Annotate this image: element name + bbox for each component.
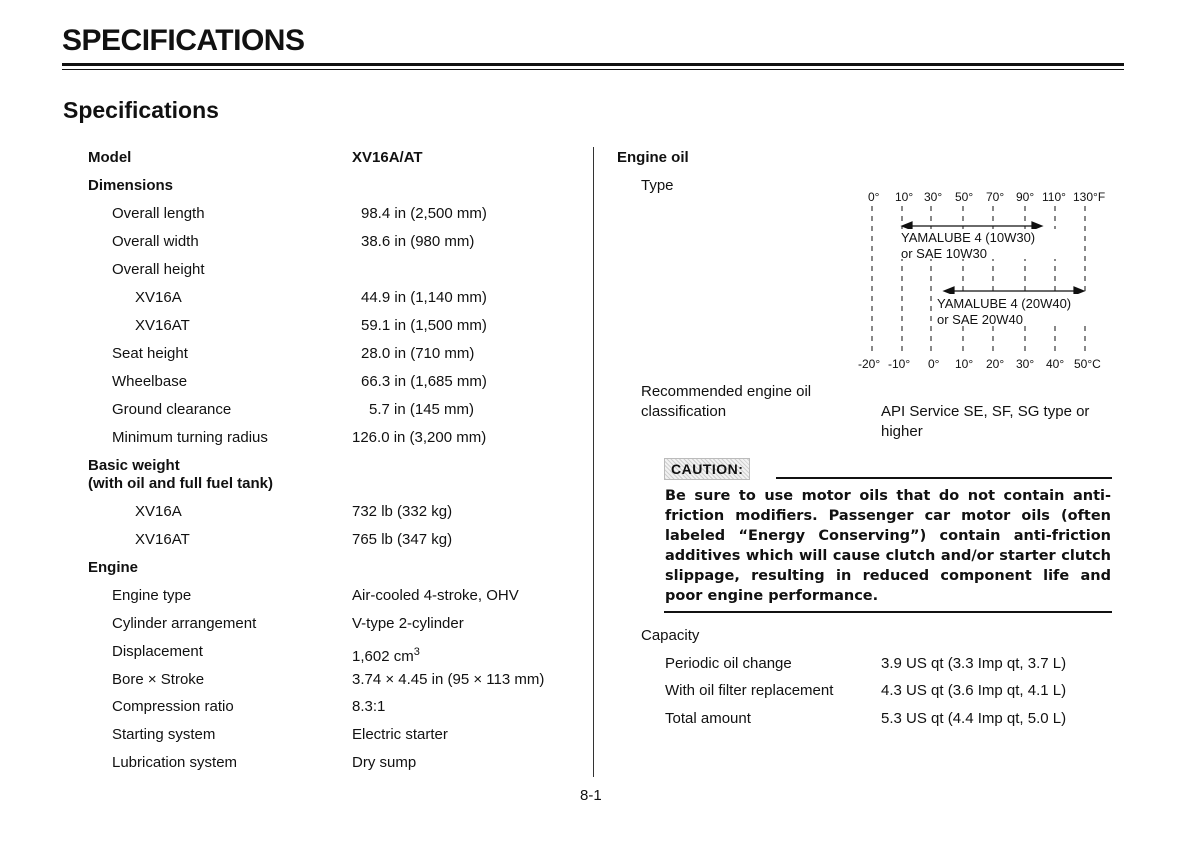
capacity-label: Capacity (641, 627, 700, 644)
total-amount-value: 5.3 US qt (4.4 Imp qt, 5.0 L) (881, 710, 1067, 727)
overall-width-label: Overall width (112, 233, 199, 250)
oil-filter-replacement-label: With oil filter replacement (665, 682, 834, 699)
oil-viscosity-chart (850, 184, 1120, 374)
model-value: XV16A/AT (352, 149, 423, 166)
lubrication-system-label: Lubrication system (112, 754, 238, 771)
weight-xv16at-label: XV16AT (135, 531, 190, 548)
displacement-number: 1,602 cm (352, 648, 414, 665)
caution-rule (776, 477, 1112, 479)
range-arrow-10w30 (902, 222, 1042, 230)
lubrication-system-value: Dry sump (352, 754, 417, 771)
type-label: Type (641, 177, 674, 194)
f-tick-label: 70° (986, 190, 1005, 204)
ground-clearance-value: 5.7 in (145 mm) (369, 401, 475, 418)
engine-type-label: Engine type (112, 587, 192, 604)
model-label: Model (88, 149, 132, 166)
periodic-oil-change-label: Periodic oil change (665, 655, 792, 672)
displacement-superscript: 3 (413, 646, 420, 658)
height-xv16at-label: XV16AT (135, 317, 190, 334)
c-tick-label: 10° (955, 357, 974, 371)
classification-value-line2: higher (881, 423, 923, 440)
fahrenheit-ticks (868, 190, 1105, 204)
recommended-label-line2: classification (641, 403, 727, 420)
oil2-name: YAMALUBE 4 (20W40) (937, 296, 1072, 311)
f-tick-label: 90° (1016, 190, 1035, 204)
c-tick-label: 30° (1016, 357, 1035, 371)
total-amount-label: Total amount (665, 710, 751, 727)
displacement-label: Displacement (112, 643, 203, 660)
c-tick-label: 20° (986, 357, 1005, 371)
starting-system-label: Starting system (112, 726, 216, 743)
wheelbase-label: Wheelbase (112, 373, 188, 390)
oil2-alt: or SAE 20W40 (937, 312, 1023, 327)
oil1-name: YAMALUBE 4 (10W30) (901, 230, 1036, 245)
c-tick-label: 40° (1046, 357, 1065, 371)
weight-xv16a-value: 732 lb (332 kg) (352, 503, 453, 520)
oil-filter-replacement-value: 4.3 US qt (3.6 Imp qt, 4.1 L) (881, 682, 1067, 699)
oil1-alt: or SAE 10W30 (901, 246, 987, 261)
overall-width-value: 38.6 in (980 mm) (361, 233, 475, 250)
f-tick-label: 10° (895, 190, 914, 204)
starting-system-value: Electric starter (352, 726, 448, 743)
caution-badge: CAUTION: (664, 458, 750, 480)
cylinder-arrangement-value: V-type 2-cylinder (352, 615, 464, 632)
compression-ratio-value: 8.3:1 (352, 698, 386, 715)
engine-oil-label: Engine oil (617, 149, 689, 166)
column-divider (593, 147, 594, 777)
page-header: SPECIFICATIONS (62, 24, 305, 57)
header-rule-thick (62, 63, 1124, 66)
temperature-gridlines (872, 206, 1085, 354)
seat-height-label: Seat height (112, 345, 188, 362)
f-tick-label: 0° (868, 190, 880, 204)
overall-length-label: Overall length (112, 205, 205, 222)
f-tick-label: 30° (924, 190, 943, 204)
wheelbase-value: 66.3 in (1,685 mm) (361, 373, 487, 390)
cylinder-arrangement-label: Cylinder arrangement (112, 615, 257, 632)
caution-text: Be sure to use motor oils that do not contain anti-friction modifiers. Passenger car motor oils (often labeled “Energy Conserving”) contain anti-friction additives which will cause clutch and/or starter clutch slippage, resulting in reduced component life and poor engine performance. (665, 488, 1111, 604)
compression-ratio-label: Compression ratio (112, 698, 234, 715)
recommended-label-line1: Recommended engine oil (641, 383, 812, 400)
height-xv16at-value: 59.1 in (1,500 mm) (361, 317, 487, 334)
f-tick-label: 50° (955, 190, 974, 204)
weight-xv16a-label: XV16A (135, 503, 182, 520)
displacement-value (352, 643, 420, 666)
f-tick-label: 130°F (1073, 190, 1106, 204)
weight-xv16at-value: 765 lb (347 kg) (352, 531, 453, 548)
dimensions-label: Dimensions (88, 177, 174, 194)
seat-height-value: 28.0 in (710 mm) (361, 345, 475, 362)
basic-weight-label: Basic weight (88, 457, 180, 474)
bore-stroke-value: 3.74 × 4.45 in (95 × 113 mm) (352, 671, 545, 688)
bore-stroke-label: Bore × Stroke (112, 671, 205, 688)
c-tick-label: -10° (888, 357, 911, 371)
overall-height-label: Overall height (112, 261, 205, 278)
c-tick-label: -20° (858, 357, 881, 371)
engine-type-value: Air-cooled 4-stroke, OHV (352, 587, 519, 604)
celsius-ticks (858, 357, 1101, 371)
header-rule-thin (62, 69, 1124, 70)
c-tick-label: 0° (928, 357, 940, 371)
f-tick-label: 110° (1042, 190, 1066, 204)
basic-weight-note: (with oil and full fuel tank) (88, 475, 273, 492)
ground-clearance-label: Ground clearance (112, 401, 232, 418)
c-tick-label: 50°C (1074, 357, 1101, 371)
engine-label: Engine (88, 559, 139, 576)
page-number: 8-1 (580, 787, 602, 804)
overall-length-value: 98.4 in (2,500 mm) (361, 205, 487, 222)
periodic-oil-change-value: 3.9 US qt (3.3 Imp qt, 3.7 L) (881, 655, 1067, 672)
height-xv16a-value: 44.9 in (1,140 mm) (361, 289, 487, 306)
turning-radius-value: 126.0 in (3,200 mm) (352, 429, 487, 446)
caution-bottom-rule (664, 611, 1112, 613)
height-xv16a-label: XV16A (135, 289, 182, 306)
section-title: Specifications (63, 97, 219, 123)
range-arrow-20w40 (944, 287, 1084, 295)
turning-radius-label: Minimum turning radius (112, 429, 268, 446)
classification-value-line1: API Service SE, SF, SG type or (881, 403, 1090, 420)
